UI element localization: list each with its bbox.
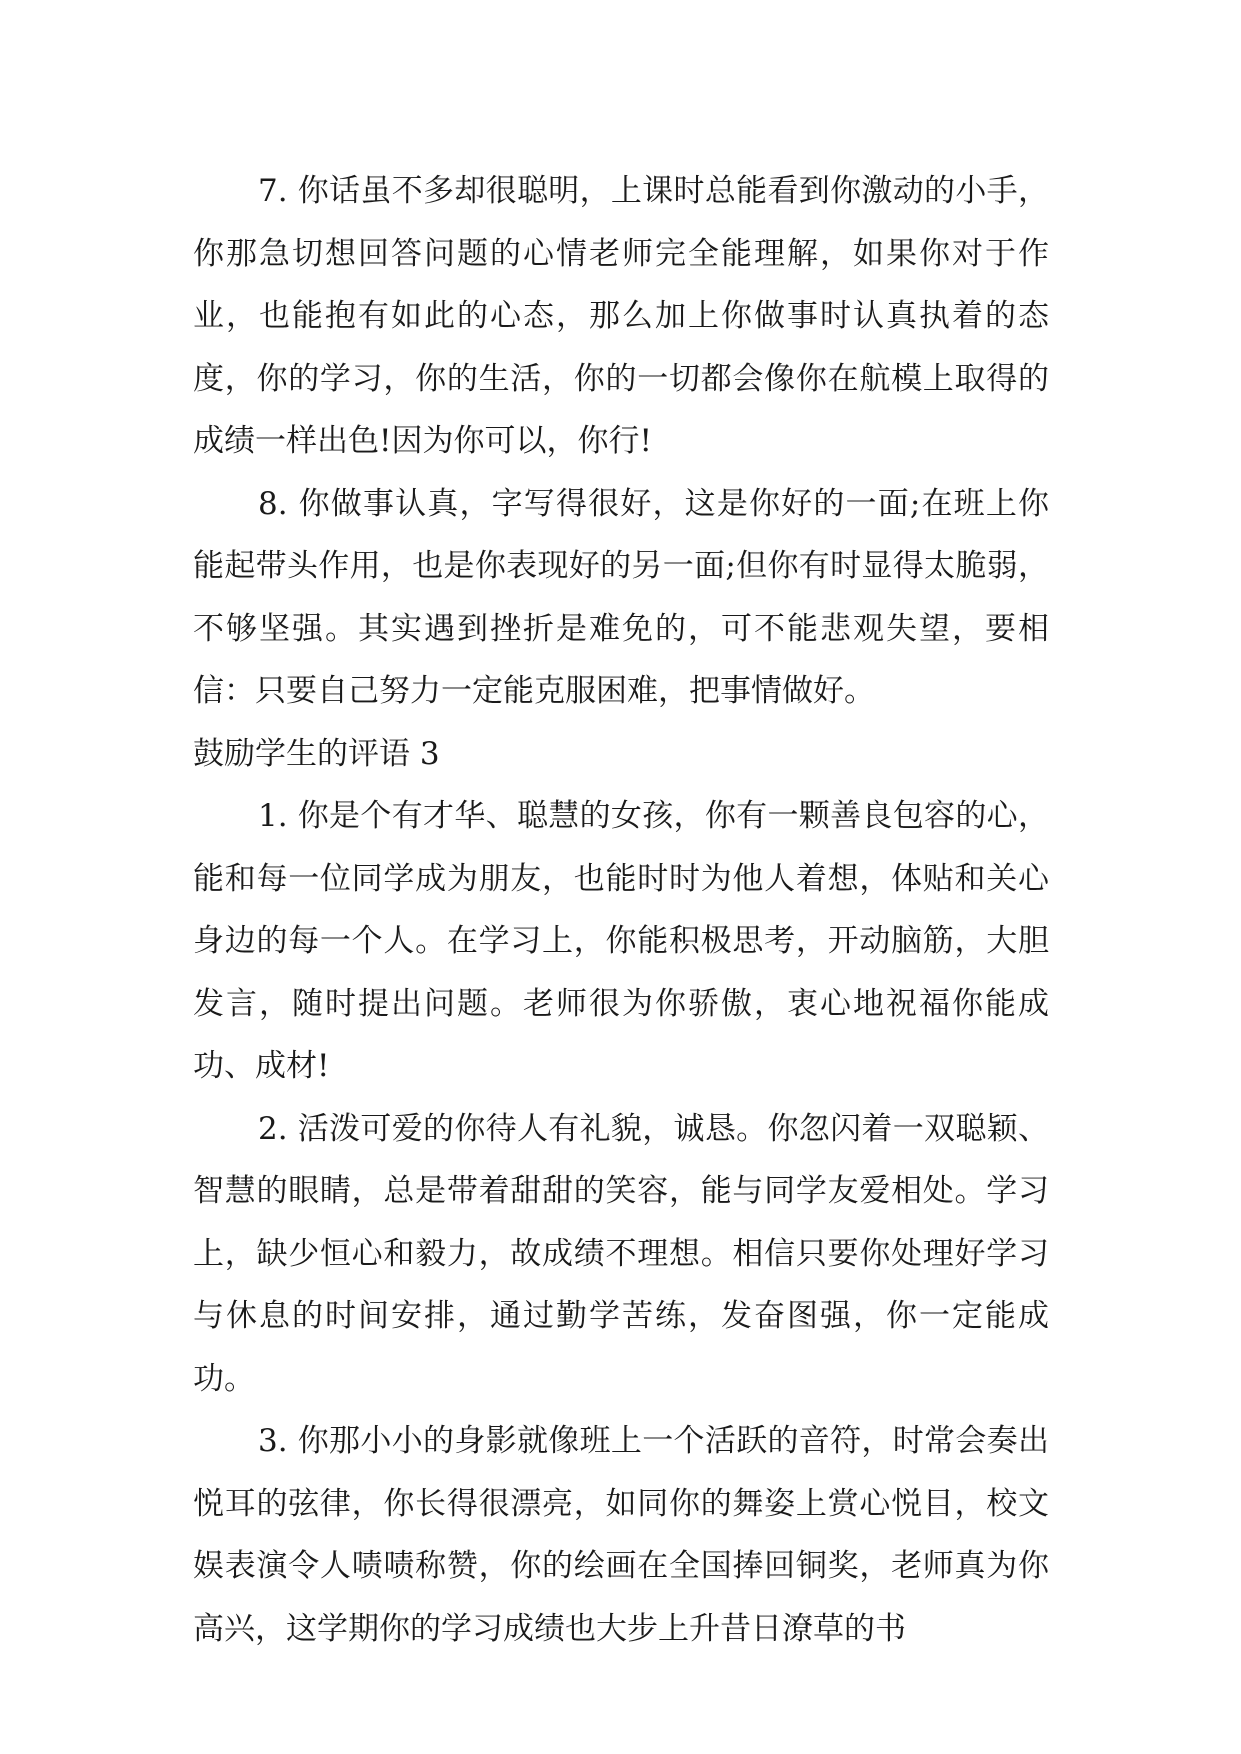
- paragraph-7: 7. 你话虽不多却很聪明，上课时总能看到你激动的小手，你那急切想回答问题的心情老师完全能理解，如果你对于作业，也能抱有如此的心态，那么加上你做事时认真执着的态度，你的学习，你的生活，你的一切都会像你在航模上取得的成绩一样出色!因为你可以，你行!: [193, 173, 1049, 459]
- section-paragraph-1: 1. 你是个有才华、聪慧的女孩，你有一颗善良包容的心，能和每一位同学成为朋友，也能时时为他人着想，体贴和关心身边的每一个人。在学习上，你能积极思考，开动脑筋，大胆发言，随时提出问题。老师很为你骄傲，衷心地祝福你能成功、成材!: [193, 798, 1049, 1084]
- section-paragraph-3: 3. 你那小小的身影就像班上一个活跃的音符，时常会奏出悦耳的弦律，你长得很漂亮，如同你的舞姿上赏心悦目，校文娱表演令人啧啧称赞，你的绘画在全国捧回铜奖，老师真为你高兴，这学期你的学习成绩也大步上升昔日潦草的书: [193, 1423, 1049, 1647]
- section-heading: 鼓励学生的评语 3: [193, 735, 440, 772]
- paragraph-8: 8. 你做事认真，字写得很好，这是你好的一面;在班上你能起带头作用，也是你表现好的另一面;但你有时显得太脆弱，不够坚强。其实遇到挫折是难免的，可不能悲观失望，要相信：只要自己努力一定能克服困难，把事情做好。: [193, 485, 1049, 709]
- document-body: [193, 160, 1049, 1660]
- section-paragraph-2: 2. 活泼可爱的你待人有礼貌，诚恳。你忽闪着一双聪颖、智慧的眼睛，总是带着甜甜的笑容，能与同学友爱相处。学习上，缺少恒心和毅力，故成绩不理想。相信只要你处理好学习与休息的时间安排，通过勤学苦练，发奋图强，你一定能成功。: [193, 1110, 1049, 1397]
